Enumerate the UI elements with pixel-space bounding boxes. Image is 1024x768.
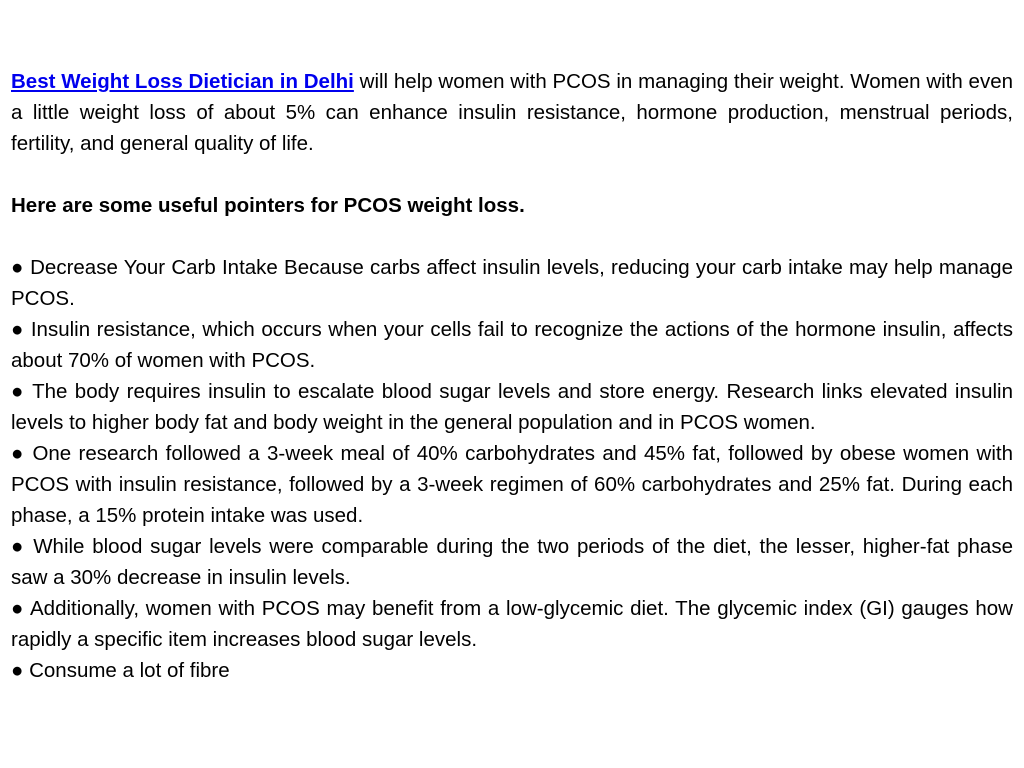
bullet-icon: ● [11,256,24,279]
list-item-text: While blood sugar levels were comparable during the two periods of the diet, the lesser, higher-fat phase saw a 30% decrease in insulin levels. [11,535,1013,589]
list-item [11,655,1013,686]
bullet-icon: ● [11,318,25,341]
list-item-text: Additionally, women with PCOS may benefit from a low-glycemic diet. The glycemic index (GI) gauges how rapidly a specific item increases blood sugar levels. [11,597,1013,651]
dietician-link[interactable]: Best Weight Loss Dietician in Delhi [11,70,354,93]
intro-text: will help women with PCOS in managing their weight. Women with even a little weight loss of about 5% can enhance insulin resistance, hormone production, menstrual periods, fertility, and general quality of life. [11,70,1014,155]
list-item [11,531,1013,593]
list-item [11,593,1013,655]
list-item-text: Consume a lot of fibre [29,659,230,682]
bullet-icon: ● [11,442,26,465]
list-item [11,376,1013,438]
intro-paragraph [11,66,1013,159]
list-item [11,252,1013,314]
list-item [11,438,1013,531]
bullet-icon: ● [11,597,25,620]
bullet-icon: ● [11,535,26,558]
list-item [11,314,1013,376]
bullet-icon: ● [11,659,24,682]
pointer-list [11,252,1013,686]
list-item-text: One research followed a 3-week meal of 40% carbohydrates and 45% fat, followed by obese women with PCOS with insulin resistance, followed by a 3-week regimen of 60% carbohydrates and 25% fat. During each phase, a 15% protein intake was used. [11,442,1013,527]
pointers-heading: Here are some useful pointers for PCOS weight loss. [11,194,525,217]
list-item-text: Decrease Your Carb Intake Because carbs affect insulin levels, reducing your carb intake may help manage PCOS. [11,256,1013,310]
bullet-icon: ● [11,380,26,403]
list-item-text: Insulin resistance, which occurs when your cells fail to recognize the actions of the hormone insulin, affects about 70% of women with PCOS. [11,318,1013,372]
list-item-text: The body requires insulin to escalate blood sugar levels and store energy. Research links elevated insulin levels to higher body fat and body weight in the general population and in PCOS women. [11,380,1014,434]
